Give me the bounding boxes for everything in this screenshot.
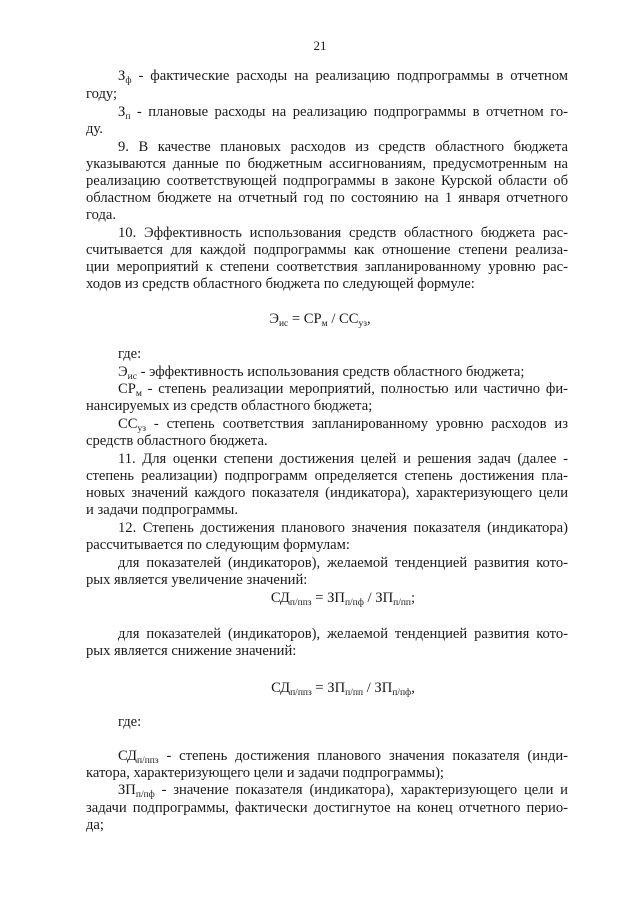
text-run: для показателей (индикаторов), желаемой тенденцией развития кото-: [118, 555, 568, 571]
text-line: [118, 451, 568, 468]
text-run: ,: [367, 311, 371, 327]
text-run: З: [118, 104, 126, 120]
text-run: 11. Для оценки степени достижения целей и решения задач (далее -: [118, 451, 568, 467]
text-run: З: [118, 68, 126, 84]
text-line: [118, 225, 568, 242]
text-line: [86, 817, 568, 834]
text-run: / ЗП: [363, 680, 393, 696]
formula: [0, 311, 640, 328]
text-run: СС: [118, 416, 138, 432]
text-line: [118, 555, 568, 572]
text-run: = СР: [288, 311, 322, 327]
subscript: п/пп: [393, 598, 412, 608]
text-run: катора, характеризующего цели и задачи подпрограммы);: [86, 765, 444, 781]
formula: [0, 680, 640, 697]
text-run: для показателей (индикаторов), желаемой тенденцией развития кото-: [118, 626, 568, 642]
text-run: - степень достижения планового значения показателя (инди-: [158, 748, 568, 764]
text-run: году;: [86, 86, 118, 102]
text-line: [86, 765, 568, 782]
text-run: СР: [118, 381, 136, 397]
text-line: [118, 748, 568, 765]
text-line: [86, 502, 568, 519]
subscript: п/ппз: [290, 688, 312, 698]
text-run: ,: [411, 680, 415, 696]
text-run: да;: [86, 817, 104, 833]
text-run: - значение показателя (индикатора), характеризующего цели и: [154, 782, 568, 798]
text-line: [86, 468, 568, 485]
text-run: Э: [269, 311, 279, 327]
text-run: рых является снижение значений:: [86, 643, 297, 659]
text-line: [86, 537, 568, 554]
text-line: [86, 398, 568, 415]
text-run: / СС: [327, 311, 359, 327]
text-line: [86, 643, 568, 660]
text-run: где:: [118, 346, 142, 362]
text-run: года.: [86, 207, 117, 223]
subscript: м: [135, 389, 142, 399]
text-run: СД: [270, 590, 290, 606]
text-line: [118, 346, 568, 363]
text-run: новых значений каждого показателя (индикатора), характеризующего цели: [86, 485, 568, 501]
text-line: [86, 156, 568, 173]
subscript: уз: [358, 319, 368, 329]
text-run: - степень соответствия запланированному уровню расходов из: [145, 416, 568, 432]
text-run: = ЗП: [311, 590, 345, 606]
subscript: уз: [137, 424, 146, 434]
text-run: 10. Эффективность использования средств областного бюджета рас-: [118, 225, 568, 241]
text-run: где:: [118, 714, 142, 730]
text-run: 9. В качестве плановых расходов из средств областного бюджета: [118, 139, 568, 155]
formula: [0, 590, 640, 607]
text-line: [86, 242, 568, 259]
subscript: ф: [125, 76, 132, 86]
text-run: рых является увеличение значений:: [86, 572, 308, 588]
text-line: [118, 626, 568, 643]
text-run: СД: [118, 748, 137, 764]
text-run: указываются данные по бюджетным ассигнованиям, предусмотренным на: [86, 156, 568, 172]
text-line: [86, 433, 568, 450]
subscript: п/пф: [344, 598, 364, 608]
text-run: нансируемых из средств областного бюджета;: [86, 398, 373, 414]
text-run: Э: [118, 364, 128, 380]
text-run: - эффективность использования средств областного бюджета;: [136, 364, 525, 380]
text-run: степень реализации) подпрограмм определяется степень достижения пла-: [86, 468, 568, 484]
text-run: рассчитывается по следующим формулам:: [86, 537, 350, 553]
text-line: [86, 800, 568, 817]
text-run: средств областного бюджета.: [86, 433, 268, 449]
subscript: ис: [278, 319, 289, 329]
text-line: [118, 416, 568, 433]
text-line: [86, 485, 568, 502]
subscript: м: [321, 319, 328, 329]
text-run: - степень реализации мероприятий, полностью или частично фи-: [141, 381, 568, 397]
subscript: п/пф: [135, 790, 155, 800]
text-run: / ЗП: [363, 590, 394, 606]
subscript: п/ппз: [289, 598, 312, 608]
text-run: 12. Степень достижения планового значения показателя (индикатора): [118, 520, 568, 536]
subscript: п/ппз: [136, 756, 159, 766]
text-line: [118, 381, 568, 398]
text-run: - плановые расходы на реализацию подпрограммы в отчетном го-: [130, 104, 568, 120]
text-line: [118, 104, 568, 121]
subscript: ис: [127, 372, 137, 382]
text-line: [118, 68, 568, 85]
text-run: ходов из средств областного бюджета по следующей формуле:: [86, 276, 475, 292]
text-line: [86, 190, 568, 207]
subscript: п: [125, 112, 131, 122]
text-run: ЗП: [118, 782, 136, 798]
text-run: реализацию соответствующей подпрограммы в законе Курской области об: [86, 173, 568, 189]
text-line: [118, 782, 568, 799]
text-line: [86, 173, 568, 190]
text-run: считывается для каждой подпрограммы как отношение степени реализа-: [86, 242, 568, 258]
text-line: [86, 121, 568, 138]
text-line: [118, 520, 568, 537]
text-run: = ЗП: [311, 680, 346, 696]
text-line: [86, 86, 568, 103]
text-run: ;: [411, 590, 416, 606]
text-line: [118, 364, 568, 381]
text-run: СД: [271, 680, 291, 696]
text-line: [86, 572, 568, 589]
text-run: областном бюджете на отчетный год по состоянию на 1 января отчетного: [86, 190, 568, 206]
text-run: ции мероприятий к степени соответствия запланированному уровню рас-: [86, 259, 568, 275]
page-number: 21: [313, 38, 327, 53]
text-line: [118, 714, 568, 731]
text-run: ду.: [86, 121, 103, 137]
text-line: [86, 259, 568, 276]
subscript: п/пп: [345, 688, 364, 698]
subscript: п/пф: [392, 688, 412, 698]
text-run: задачи подпрограммы, фактически достигнутое на конец отчетного перио-: [86, 800, 568, 816]
text-run: и задачи подпрограммы.: [86, 502, 239, 518]
text-line: [86, 276, 568, 293]
text-line: [86, 207, 568, 224]
text-run: - фактические расходы на реализацию подпрограммы в отчетном: [131, 68, 568, 84]
text-line: [118, 139, 568, 156]
